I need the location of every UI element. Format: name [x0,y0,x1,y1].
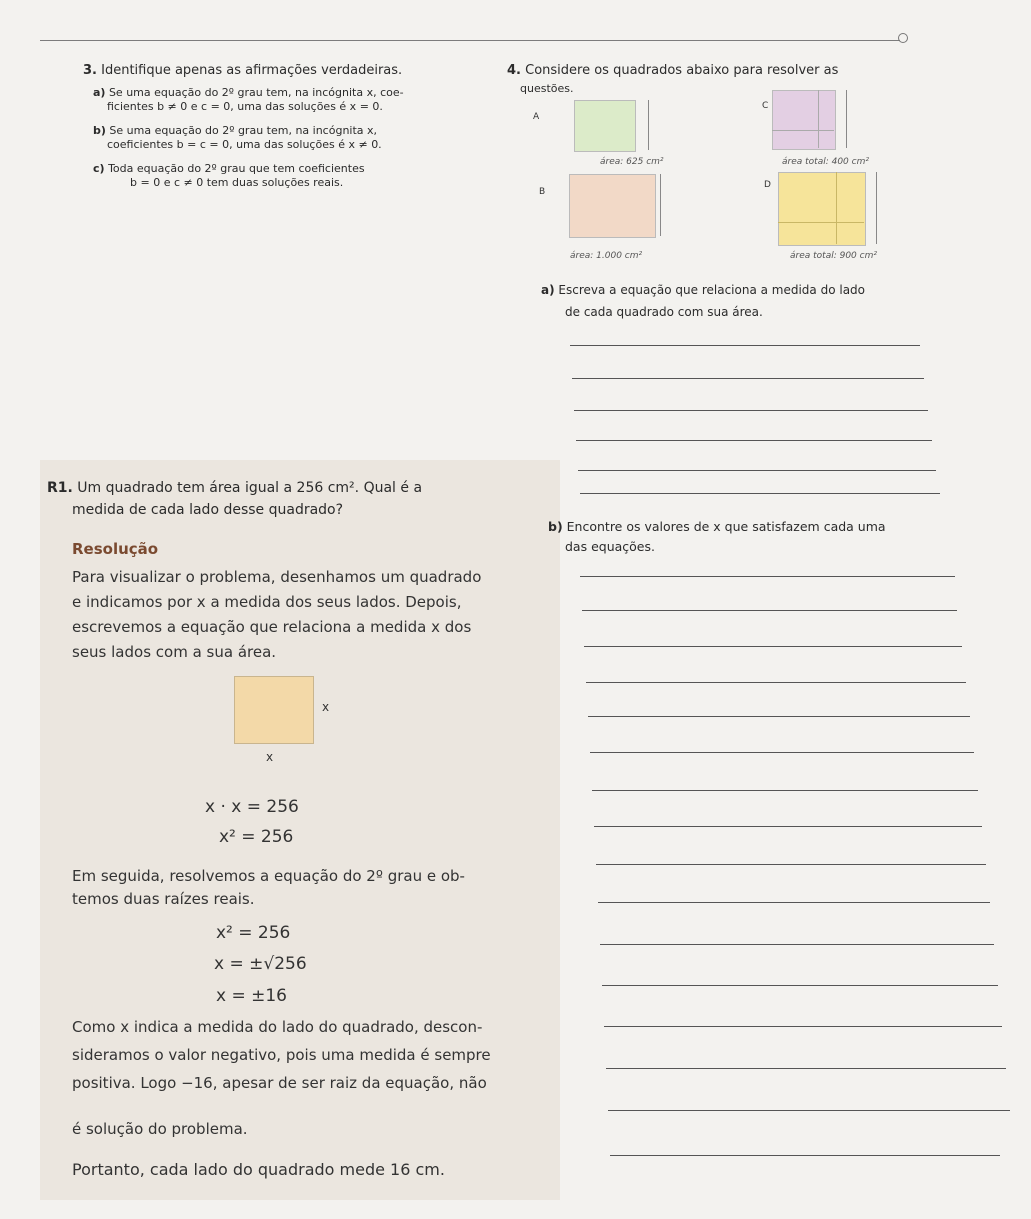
r1-eq4: x = ±√256 [214,954,307,974]
q3-b-line1: Se uma equação do 2º grau tem, na incógnita x, [109,124,378,137]
answer-line [600,944,994,945]
answer-line [594,826,982,827]
resolution-heading: Resolução [72,540,159,558]
r1-p1-line1: Para visualizar o problema, desenhamos um quadrado [72,568,482,586]
answer-line [576,440,932,441]
answer-line [610,1155,1000,1156]
r1-p2-line1: Em seguida, resolvemos a equação do 2º grau e ob- [72,867,465,885]
square-b-dimension-tick [660,174,661,236]
square-d-caption: área total: 900 cm² [790,251,877,261]
answer-line [582,610,957,611]
square-c-inner-line-v [818,90,819,148]
q4-a-line2: de cada quadrado com sua área. [565,305,763,319]
r1-eq1: x · x = 256 [205,797,299,817]
q3-c-label: c) [93,162,105,175]
q4-heading [507,63,838,79]
q4-a-line1: Escreva a equação que relaciona a medida do lado [558,283,866,297]
square-c-inner-line-h [772,130,834,131]
square-d [778,172,866,246]
r1-eq2: x² = 256 [219,827,294,847]
answer-line [608,1110,1010,1111]
q4-item-b [548,520,886,534]
q3-item-a [93,86,404,100]
answer-line [602,985,998,986]
square-b [569,174,656,238]
square-b-letter: B [539,187,546,197]
square-a-letter: A [533,112,540,122]
q4-a-label: a) [541,283,555,297]
q4-item-a [541,283,865,297]
square-d-letter: D [764,180,771,190]
answer-line [584,646,962,647]
q4-title-line1: Considere os quadrados abaixo para resolver as [525,63,839,78]
q3-title: Identifique apenas as afirmações verdadeiras. [101,63,403,78]
r1-square [234,676,314,744]
r1-number: R1. [47,480,73,496]
q3-b-label: b) [93,124,106,137]
answer-line [578,470,936,471]
r1-p2-line2: temos duas raízes reais. [72,890,255,908]
square-d-inner-line-v [836,172,837,244]
square-a-caption: área: 625 cm² [600,157,664,167]
answer-line [580,493,940,494]
q3-c-line1: Toda equação do 2º grau que tem coeficientes [108,162,365,175]
answer-line [604,1026,1002,1027]
r1-p3-line2: sideramos o valor negativo, pois uma medida é sempre [72,1046,491,1064]
square-d-dimension-tick [876,172,877,244]
answer-line [588,716,970,717]
answer-line [574,410,928,411]
answer-line [572,378,924,379]
q3-heading [83,63,402,79]
square-a-dimension-tick [648,100,649,150]
answer-line [606,1068,1006,1069]
q4-b-line1: Encontre os valores de x que satisfazem cada uma [566,519,886,534]
q3-item-c [93,162,365,176]
r1-eq3: x² = 256 [216,923,291,943]
q3-item-b [93,124,377,138]
r1-bottom-label: x [266,750,274,764]
q4-b-line2: das equações. [565,539,655,554]
square-a [574,100,636,152]
answer-line [590,752,974,753]
r1-p3-line4: é solução do problema. [72,1120,248,1138]
r1-side-label: x [322,700,330,714]
q3-number: 3. [83,63,97,78]
r1-p1-line4: seus lados com a sua área. [72,643,277,661]
answer-line [592,790,978,791]
answer-line [596,864,986,865]
square-d-inner-line-h [778,222,864,223]
square-c-letter: C [762,101,769,111]
answer-line [570,345,920,346]
square-c-caption: área total: 400 cm² [782,157,869,167]
r1-p3-line3: positiva. Logo −16, apesar de ser raiz da equação, não [72,1074,487,1092]
top-rule [40,40,900,41]
q3-a-line2: ficientes b ≠ 0 e c = 0, uma das soluções é x = 0. [107,100,383,113]
square-c [772,90,836,150]
answer-line [598,902,990,903]
q3-c-line2: b = 0 e c ≠ 0 tem duas soluções reais. [130,176,344,189]
r1-p1-line2: e indicamos por x a medida dos seus lados. Depois, [72,593,462,611]
q3-a-line1: Se uma equação do 2º grau tem, na incógnita x, coe- [108,86,404,99]
r1-question-line1: Um quadrado tem área igual a 256 cm². Qual é a [77,480,423,496]
q4-title-line2: questões. [520,82,574,95]
q4-number: 4. [507,63,521,78]
r1-question [47,480,422,496]
square-b-caption: área: 1.000 cm² [570,251,643,261]
r1-p3-line1: Como x indica a medida do lado do quadrado, descon- [72,1018,483,1036]
q3-b-line2: coeficientes b = c = 0, uma das soluções é x ≠ 0. [107,138,382,151]
square-c-dimension-tick [846,90,847,148]
r1-conclusion: Portanto, cada lado do quadrado mede 16 cm. [72,1160,445,1179]
answer-line [586,682,966,683]
q4-b-label: b) [548,519,563,534]
top-dot [898,33,908,43]
answer-line [580,576,955,577]
r1-eq5: x = ±16 [216,986,287,1006]
q3-a-label: a) [93,86,106,99]
r1-question-line2: medida de cada lado desse quadrado? [72,502,344,518]
r1-p1-line3: escrevemos a equação que relaciona a medida x dos [72,618,472,636]
